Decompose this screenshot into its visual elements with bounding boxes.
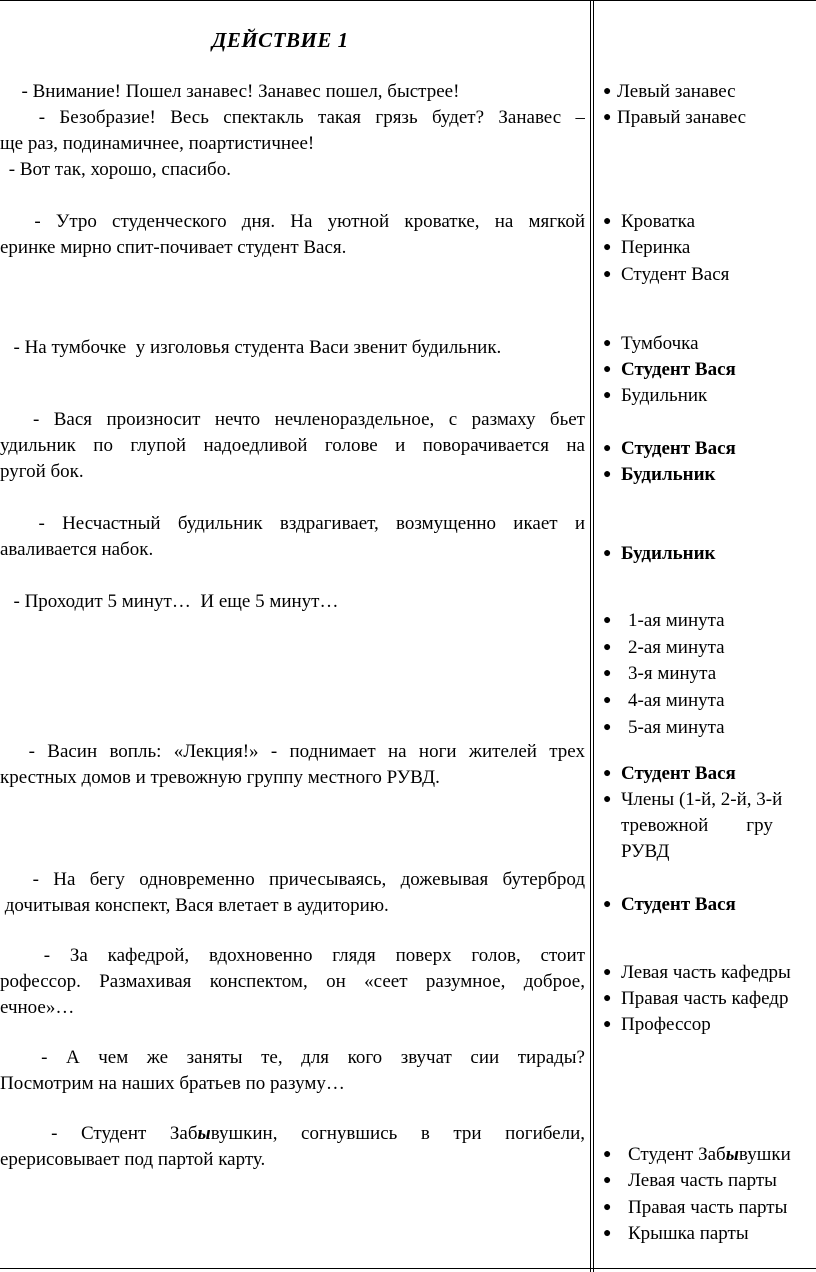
column-divider-inner (593, 0, 594, 1272)
direction-line: - Внимание! Пошел занавес! Занавес пошел, быстрее! (12, 81, 460, 102)
prop-list-item (603, 715, 816, 741)
bullet-icon: ● (603, 693, 612, 708)
direction-line: еринке мирно спит-почивает студент Вася. (0, 237, 347, 258)
prop-label: Кроватка (621, 211, 696, 232)
prop-list-item (603, 1221, 816, 1247)
prop-list-item (603, 635, 816, 661)
prop-label: Студент Вася (621, 359, 736, 380)
prop-list-item (603, 383, 816, 409)
prop-list-item (603, 1012, 816, 1038)
prop-list-item (603, 608, 816, 634)
prop-label: Студент Вася (621, 763, 736, 784)
prop-continuation: тревожной гру (621, 815, 773, 836)
direction-line: - Васин вопль: «Лекция!» - поднимает на ноги жителей трех (4, 741, 585, 762)
direction-line: ще раз, подинамичнее, поартистичнее! (0, 133, 315, 154)
prop-list-item (603, 357, 816, 383)
direction-line: Посмотрим на наших братьев по разуму… (0, 1073, 345, 1094)
prop-list-item (603, 209, 816, 235)
prop-label: 1-ая минута (628, 610, 725, 631)
bullet-icon: ● (603, 336, 612, 351)
direction-line: дочитывая конспект, Вася влетает в аудиторию. (0, 895, 389, 916)
direction-line: - На тумбочке у изголовья студента Васи звенит будильник. (4, 337, 502, 358)
bullet-icon: ● (603, 441, 612, 456)
column-divider (590, 0, 591, 1272)
prop-label: 4-ая минута (628, 690, 725, 711)
prop-label: Студент Вася (621, 438, 736, 459)
direction-line: - Вася произносит нечто нечленораздельное, с размаху бьет (4, 409, 585, 430)
prop-label: Левая часть кафедры (621, 962, 791, 983)
bullet-icon: ● (603, 240, 612, 255)
prop-list-item (603, 1195, 816, 1221)
prop-list-item (603, 436, 816, 462)
prop-label: Члены (1-й, 2-й, 3-й (621, 789, 783, 810)
table-top-border (0, 0, 816, 1)
bullet-icon: ● (603, 214, 612, 229)
prop-list-item (603, 688, 816, 714)
prop-list-item (603, 105, 816, 131)
prop-label: Будильник (621, 385, 708, 406)
prop-label: Будильник (621, 464, 716, 485)
bullet-icon: ● (603, 467, 612, 482)
prop-list-item (603, 235, 816, 261)
prop-list-item (603, 787, 816, 813)
bullet-icon: ● (603, 897, 612, 912)
bullet-icon: ● (603, 965, 612, 980)
bullet-icon: ● (603, 991, 612, 1006)
bullet-icon: ● (603, 613, 612, 628)
direction-line: - На бегу одновременно причесываясь, дожевывая бутерброд (4, 869, 585, 890)
prop-list-item (603, 462, 816, 488)
direction-line: - Вот так, хорошо, спасибо. (4, 159, 231, 180)
prop-label: Студент Вася (621, 264, 730, 285)
prop-list-item (603, 1168, 816, 1194)
direction-line: ечное»… (0, 997, 75, 1018)
bullet-icon: ● (603, 1173, 612, 1188)
prop-label: Студент Забывушки (628, 1144, 791, 1165)
bullet-icon: ● (603, 546, 612, 561)
bullet-icon: ● (603, 1017, 612, 1032)
bullet-icon: ● (603, 640, 612, 655)
direction-line: ерерисовывает под партой карту. (0, 1149, 266, 1170)
prop-list-item (603, 1142, 816, 1168)
bullet-icon: ● (603, 766, 612, 781)
prop-continuation: РУВД (621, 841, 670, 862)
act-title: ДЕЙСТВИЕ 1 (212, 28, 349, 52)
direction-line: - Безобразие! Весь спектакль такая грязь будет? Занавес – (10, 107, 585, 128)
direction-line: - За кафедрой, вдохновенно глядя поверх голов, стоит (4, 945, 585, 966)
bullet-icon: ● (603, 110, 612, 125)
bullet-icon: ● (603, 1200, 612, 1215)
prop-label: Будильник (621, 543, 716, 564)
direction-line: крестных домов и тревожную группу местного РУВД. (0, 767, 440, 788)
prop-list-item (603, 986, 816, 1012)
direction-line: ругой бок. (0, 461, 84, 482)
direction-line: - Проходит 5 минут… И еще 5 минут… (4, 591, 339, 612)
table-bottom-border (0, 1268, 816, 1269)
prop-label: 3-я минута (628, 663, 717, 684)
prop-label: Правая часть кафедр (621, 988, 789, 1009)
bullet-icon: ● (603, 792, 612, 807)
bullet-icon: ● (603, 388, 612, 403)
direction-line: рофессор. Размахивая конспектом, он «сеет разумное, доброе, (0, 971, 585, 992)
prop-label: Крышка парты (628, 1223, 749, 1244)
prop-label: Студент Вася (621, 894, 736, 915)
direction-line: - Утро студенческого дня. На уютной кроватке, на мягкой (4, 211, 585, 232)
bullet-icon: ● (603, 666, 612, 681)
direction-line: удильник по глупой надоедливой голове и поворачивается на (0, 435, 585, 456)
direction-line: аваливается набок. (0, 539, 154, 560)
prop-label: 2-ая минута (628, 637, 725, 658)
prop-label: Перинка (621, 237, 691, 258)
prop-label: Профессор (621, 1014, 711, 1035)
prop-label: Правый занавес (617, 107, 747, 128)
prop-list-item (603, 960, 816, 986)
prop-list-item (603, 541, 816, 567)
prop-label: Тумбочка (621, 333, 699, 354)
prop-list-item (603, 331, 816, 357)
prop-label: 5-ая минута (628, 717, 725, 738)
bullet-icon: ● (603, 84, 612, 99)
direction-line: - А чем же заняты те, для кого звучат сии тирады? (4, 1047, 585, 1068)
direction-line: - Несчастный будильник вздрагивает, возмущенно икает и (4, 513, 585, 534)
bullet-icon: ● (603, 267, 612, 282)
prop-list-item (603, 761, 816, 787)
bullet-icon: ● (603, 362, 612, 377)
bullet-icon: ● (603, 1226, 612, 1241)
prop-list-item (603, 262, 816, 288)
bullet-icon: ● (603, 1147, 612, 1162)
prop-list-item (603, 661, 816, 687)
bullet-icon: ● (603, 720, 612, 735)
prop-label: Правая часть парты (628, 1197, 788, 1218)
direction-line: - Студент Забывушкин, согнувшись в три погибели, (4, 1123, 585, 1144)
prop-label: Левый занавес (617, 81, 736, 102)
prop-label: Левая часть парты (628, 1170, 777, 1191)
prop-list-item (603, 892, 816, 918)
prop-list-item (603, 79, 816, 105)
